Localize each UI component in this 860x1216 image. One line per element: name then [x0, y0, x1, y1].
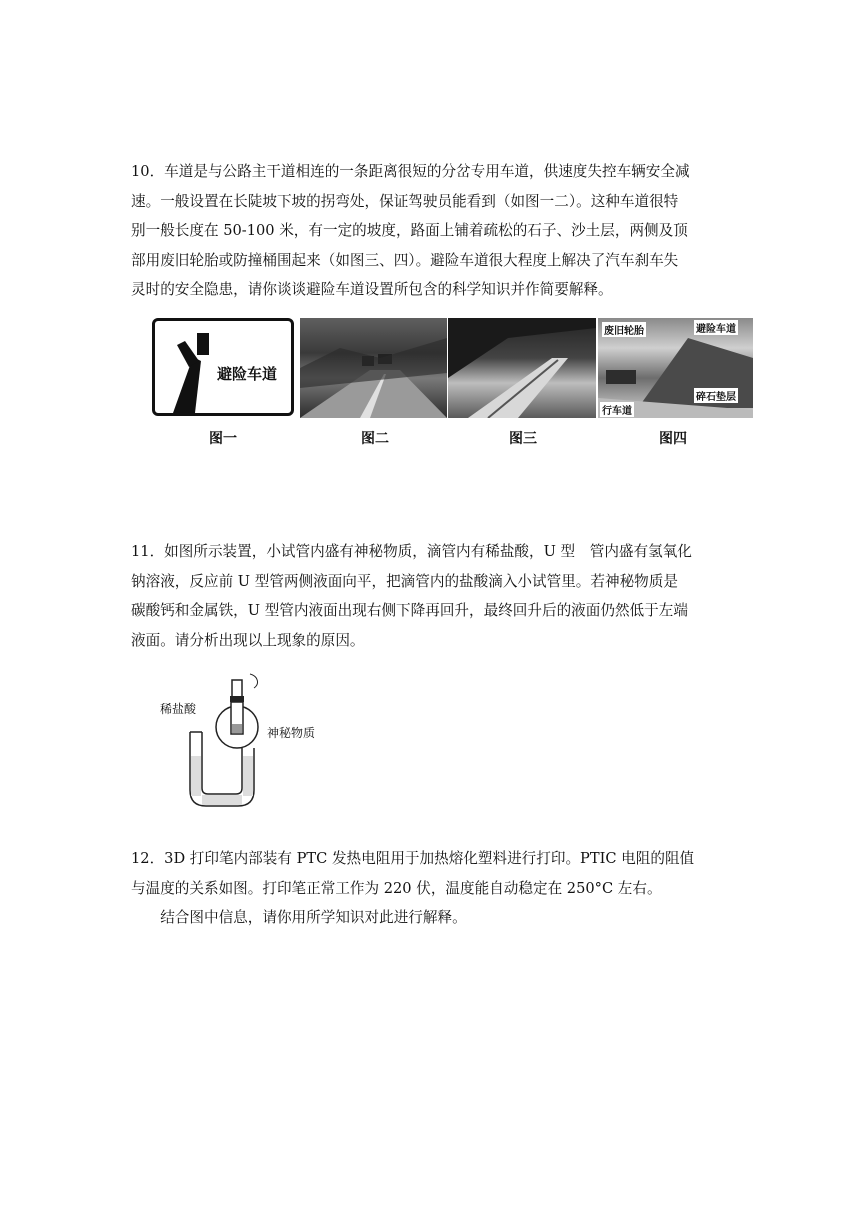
- figure-2-photo: [300, 318, 447, 418]
- q10-line-1: 10．车道是与公路主干道相连的一条距离很短的分岔专用车道，供速度失控车辆安全减: [131, 163, 690, 180]
- caption-fig-2: 图二: [361, 431, 389, 447]
- escape-lane-photo-image: [448, 318, 596, 418]
- q10-line-5: 灵时的安全隐患，请你谈谈避险车道设置所包含的科学知识并作简要解释。: [131, 281, 613, 298]
- label-mystery-substance: 神秘物质: [267, 726, 316, 740]
- q11-line-1: 11．如图所示装置，小试管内盛有神秘物质，滴管内有稀盐酸，U 型 管内盛有氢氧化: [131, 543, 692, 560]
- caption-fig-3: 图三: [509, 431, 537, 447]
- figure-3-photo: [448, 318, 596, 418]
- figure-4-photo: [598, 318, 753, 418]
- q10-figures: [149, 318, 753, 450]
- q11-line-4: 液面。请分析出现以上现象的原因。: [131, 631, 365, 649]
- question-11: [131, 537, 731, 655]
- fig4-label-tires: 废旧轮胎: [602, 322, 646, 337]
- figure-1-sign: [152, 318, 294, 416]
- fig4-label-escape-lane: 避险车道: [694, 320, 738, 335]
- q12-line-1: 12．3D 打印笔内部装有 PTC 发热电阻用于加热熔化塑料进行打印。PTIC 电阻的阻值: [131, 850, 695, 867]
- road-photo-image: [300, 318, 447, 418]
- fig4-label-gravel: 碎石垫层: [694, 388, 738, 403]
- question-10: [131, 157, 731, 305]
- fig4-label-driving-lane: 行车道: [600, 402, 634, 417]
- sign-text: 避险车道: [217, 365, 278, 383]
- q10-line-4: 部用废旧轮胎或防撞桶围起来（如图三、四）。避险车道很大程度上解决了汽车刹车失: [131, 251, 679, 269]
- label-dilute-hcl: 稀盐酸: [160, 702, 197, 716]
- caption-fig-1: 图一: [209, 431, 237, 447]
- q10-line-3: 别一般长度在 50-100 米，有一定的坡度，路面上铺着疏松的石子、沙土层，两侧及顶: [131, 222, 688, 239]
- question-12: [131, 844, 731, 933]
- u-tube-apparatus: [150, 672, 350, 812]
- q11-line-3: 碳酸钙和金属铁，U 型管内液面出现右侧下降再回升，最终回升后的液面仍然低于左端: [131, 602, 688, 619]
- caption-fig-4: 图四: [659, 431, 687, 447]
- q11-line-2: 钠溶液，反应前 U 型管两侧液面向平，把滴管内的盐酸滴入小试管里。若神秘物质是: [131, 572, 678, 590]
- u-tube-diagram: [150, 672, 350, 812]
- q12-line-3: 结合图中信息，请你用所学知识对此进行解释。: [160, 909, 467, 926]
- q12-line-2: 与温度的关系如图。打印笔正常工作为 220 伏，温度能自动稳定在 250°C 左右。: [131, 879, 662, 897]
- q10-line-2: 速。一般设置在长陡坡下坡的拐弯处，保证驾驶员能看到（如图一二）。这种车道很特: [131, 192, 679, 210]
